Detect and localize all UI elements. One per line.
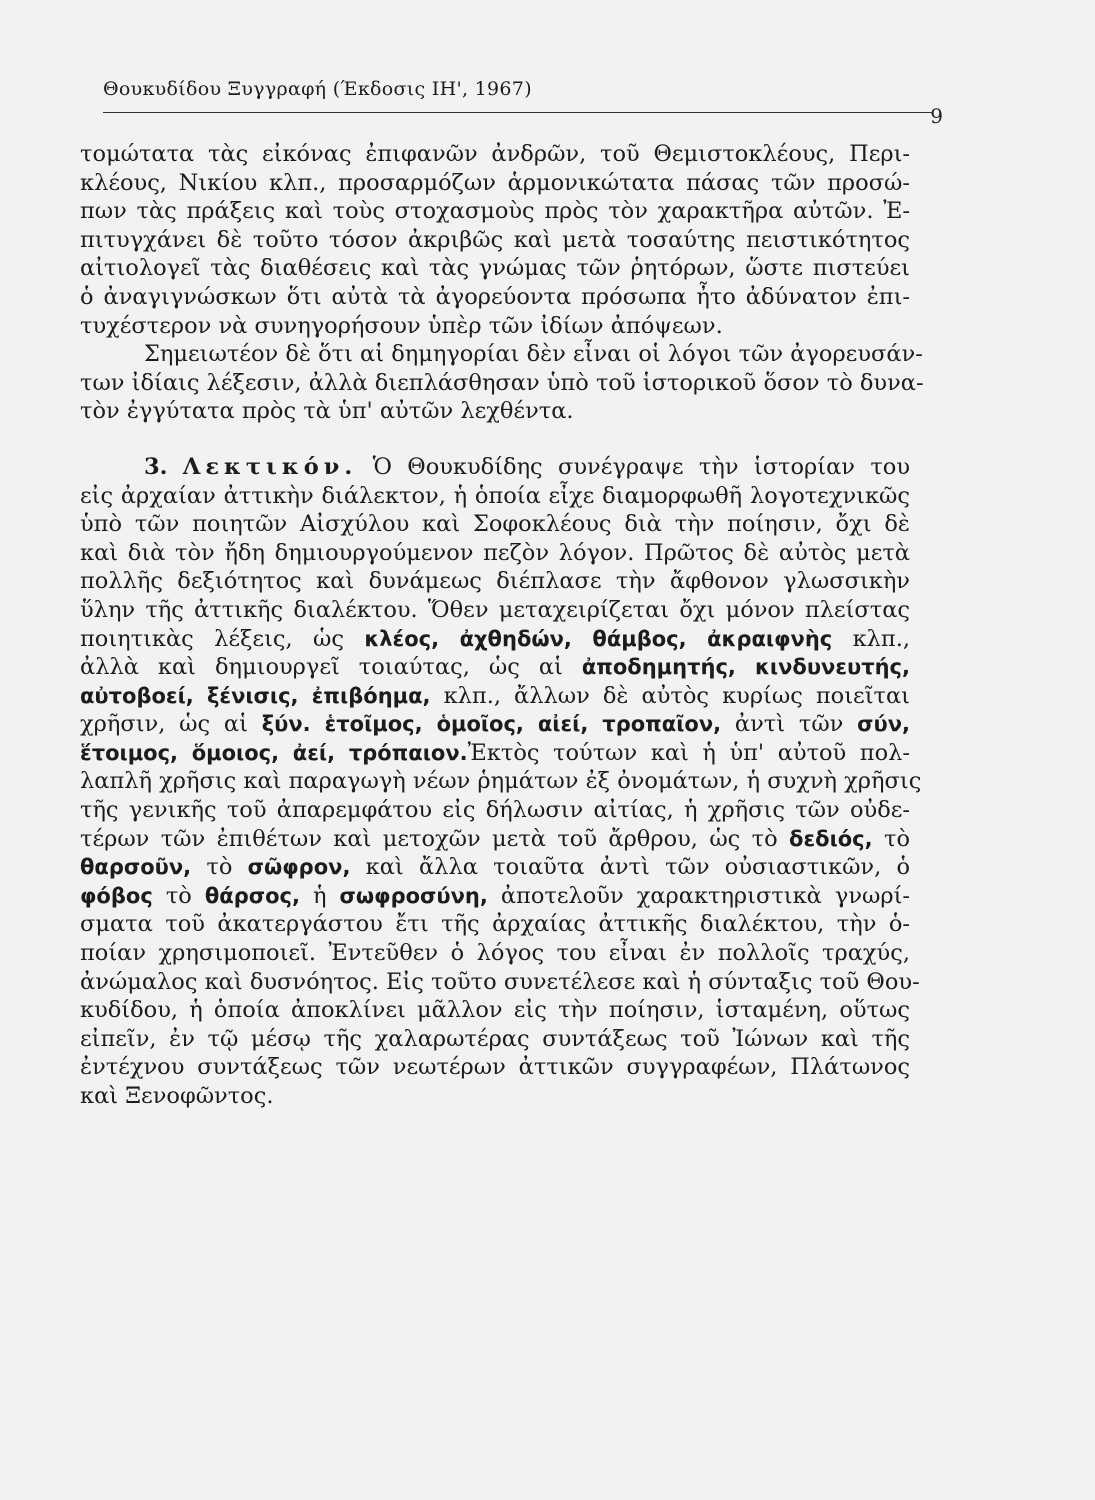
text-run: καὶ ἄλλα τοιαῦτα ἀντὶ τῶν οὐσιαστικῶν, ὁ [365, 854, 911, 881]
bold-term: σύν, [857, 712, 910, 737]
text-line: αἰτιολογεῖ τὰς διαθέσεις καὶ τὰς γνώμας τῶν ῥητόρων, ὥστε πιστεύει [80, 255, 910, 282]
text-line [80, 853, 910, 882]
text-run: ἀλλὰ καὶ δημιουργεῖ τοιαύτας, ὡς αἱ [80, 654, 563, 681]
text-run: κλπ., ἄλλων δὲ αὐτὸς κυρίως ποιεῖται [443, 682, 910, 709]
text-line: ἐντέχνου συντάξεως τῶν νεωτέρων ἀττικῶν συγγραφέων, Πλάτωνος [80, 1054, 910, 1081]
text-line [80, 739, 910, 768]
text-line: ὁ ἀναγιγνώσκων ὅτι αὐτὰ τὰ ἀγορεύοντα πρόσωπα ἦτο ἀδύνατον ἐπι- [80, 283, 910, 310]
section-number: 3. [144, 453, 168, 480]
text-line: κλέους, Νικίου κλπ., προσαρμόζων ἁρμονικώτατα πάσας τῶν προσώ- [80, 169, 910, 196]
text-line: πιτυγχάνει δὲ τοῦτο τόσον ἀκριβῶς καὶ μετὰ τοσαύτης πειστικότητος [80, 226, 910, 253]
paragraph-1 [80, 140, 910, 340]
bold-term: ξύν. ἑτοῖμος, ὁμοῖος, αἰεί, τροπαῖον, [261, 712, 722, 737]
text-run: ἡ [313, 882, 327, 909]
body-text [80, 140, 924, 1111]
bold-term: ἕτοιμος, ὅμοιος, ἀεί, τρόπαιον. [80, 740, 468, 765]
bold-term: ἀποδημητής, κινδυνευτής, [581, 655, 910, 680]
bold-term: κλέος, ἀχθηδών, θάμβος, ἀκραιφνὴς [364, 626, 833, 651]
bold-term: δεδιός, [789, 826, 873, 851]
text-line: τὸν ἐγγύτατα πρὸς τὰ ὑπ' αὐτῶν λεχθέντα. [80, 398, 574, 425]
text-line: πων τὰς πράξεις καὶ τοὺς στοχασμοὺς πρὸς τὸν χαρακτῆρα αὐτῶν. Ἐ- [80, 198, 910, 225]
running-header [103, 70, 943, 128]
text-line: εἰπεῖν, ἐν τῷ μέσῳ τῆς χαλαρωτέρας συντάξεως τοῦ Ἰώνων καὶ τῆς [80, 1025, 910, 1052]
paragraph-2 [80, 340, 924, 426]
text-line: ὕλην τῆς ἀττικῆς διαλέκτου. Ὅθεν μεταχειρίζεται ὄχι μόνον πλείστας [80, 596, 910, 623]
text-line [80, 710, 910, 739]
text-line: ποίαν χρησιμοποιεῖ. Ἐντεῦθεν ὁ λόγος του εἶναι ἐν πολλοῖς τραχύς, [80, 940, 910, 967]
text-run: Ὁ Θουκυδίδης συνέγραψε τὴν ἱστορίαν του [372, 453, 910, 480]
text-line [80, 653, 910, 682]
bold-term: σωφροσύνη, [339, 883, 488, 908]
text-line: ὑπὸ τῶν ποιητῶν Αἰσχύλου καὶ Σοφοκλέους διὰ τὴν ποίησιν, ὄχι δὲ [80, 511, 910, 538]
text-line: καὶ Ξενοφῶντος. [80, 1083, 274, 1109]
text-line: καὶ διὰ τὸν ἤδη δημιουργούμενον πεζὸν λόγον. Πρῶτος δὲ αὐτὸς μετὰ [80, 539, 910, 566]
bold-term: θάρσος, [204, 883, 300, 908]
header-title: Θουκυδίδου Ξυγγραφή (Έκδοσις ΙΗ', 1967) [103, 78, 532, 100]
text-line: λαπλῆ χρῆσις καὶ παραγωγὴ νέων ῥημάτων ἐξ ὀνομάτων, ἡ συχνὴ χρῆσις [80, 768, 922, 795]
bold-term: φόβος [80, 883, 153, 908]
text-run: χρῆσιν, ὡς αἱ [80, 711, 248, 738]
bold-term: αὐτοβοεί, ξένισις, ἐπιβόημα, [80, 683, 431, 708]
text-line [80, 825, 910, 854]
bold-term: σῶφρον, [247, 855, 351, 880]
text-line: των ἰδίαις λέξεσιν, ἀλλὰ διεπλάσθησαν ὑπὸ τοῦ ἱστορικοῦ ὅσον τὸ δυνα- [80, 369, 924, 396]
text-line [80, 625, 910, 654]
section-title: Λεκτικόν. [182, 453, 358, 480]
text-line: πολλῆς δεξιότητος καὶ δυνάμεως διέπλασε τὴν ἄφθονον γλωσσικὴν [80, 568, 910, 595]
text-run: τὸ [206, 854, 233, 881]
text-line [80, 453, 910, 482]
text-line: τυχέστερον νὰ συνηγορήσουν ὑπὲρ τῶν ἰδίων ἀπόψεων. [80, 312, 723, 339]
text-run: ἀποτελοῦν χαρακτηριστικὰ γνωρί- [500, 882, 911, 909]
text-line [80, 682, 910, 711]
text-run: κλπ., [852, 625, 911, 652]
bold-term: θαρσοῦν, [80, 855, 192, 880]
text-line: τῆς γενικῆς τοῦ ἀπαρεμφάτου εἰς δήλωσιν αἰτίας, ἡ χρῆσις τῶν οὐδε- [80, 797, 910, 824]
text-run: τὸ [884, 825, 910, 852]
text-run: ἀντὶ τῶν [734, 711, 844, 738]
text-line: σματα τοῦ ἀκατεργάστου ἔτι τῆς ἀρχαίας ἀττικῆς διαλέκτου, τὴν ὁ- [80, 911, 910, 938]
text-line: τομώτατα τὰς εἰκόνας ἐπιφανῶν ἀνδρῶν, τοῦ Θεμιστοκλέους, Περι- [80, 141, 910, 167]
text-run: τὸ [165, 882, 192, 909]
text-line [80, 882, 910, 911]
text-line: Σημειωτέον δὲ ὅτι αἱ δημηγορίαι δὲν εἶναι οἱ λόγοι τῶν ἀγορευσάν- [144, 341, 923, 368]
section-3 [80, 453, 922, 1111]
text-line: εἰς ἀρχαίαν ἀττικὴν διάλεκτον, ἡ ὁποία εἶχε διαμορφωθῆ λογοτεχνικῶς [80, 482, 910, 509]
text-run: ποιητικὰς λέξεις, ὡς [80, 625, 344, 652]
text-line: κυδίδου, ἡ ὁποία ἀποκλίνει μᾶλλον εἰς τὴν ποίησιν, ἱσταμένη, οὕτως [80, 997, 910, 1024]
text-run: Ἐκτὸς τούτων καὶ ἡ ὑπ' αὐτοῦ πολ- [467, 739, 911, 766]
text-run: τέρων τῶν ἐπιθέτων καὶ μετοχῶν μετὰ τοῦ ἄρθρου, ὡς τὸ [80, 825, 778, 852]
header-rule [103, 112, 933, 113]
page-number: 9 [930, 104, 943, 128]
text-line: ἀνώμαλος καὶ δυσνόητος. Εἰς τοῦτο συνετέλεσε καὶ ἡ σύνταξις τοῦ Θου- [80, 968, 920, 995]
